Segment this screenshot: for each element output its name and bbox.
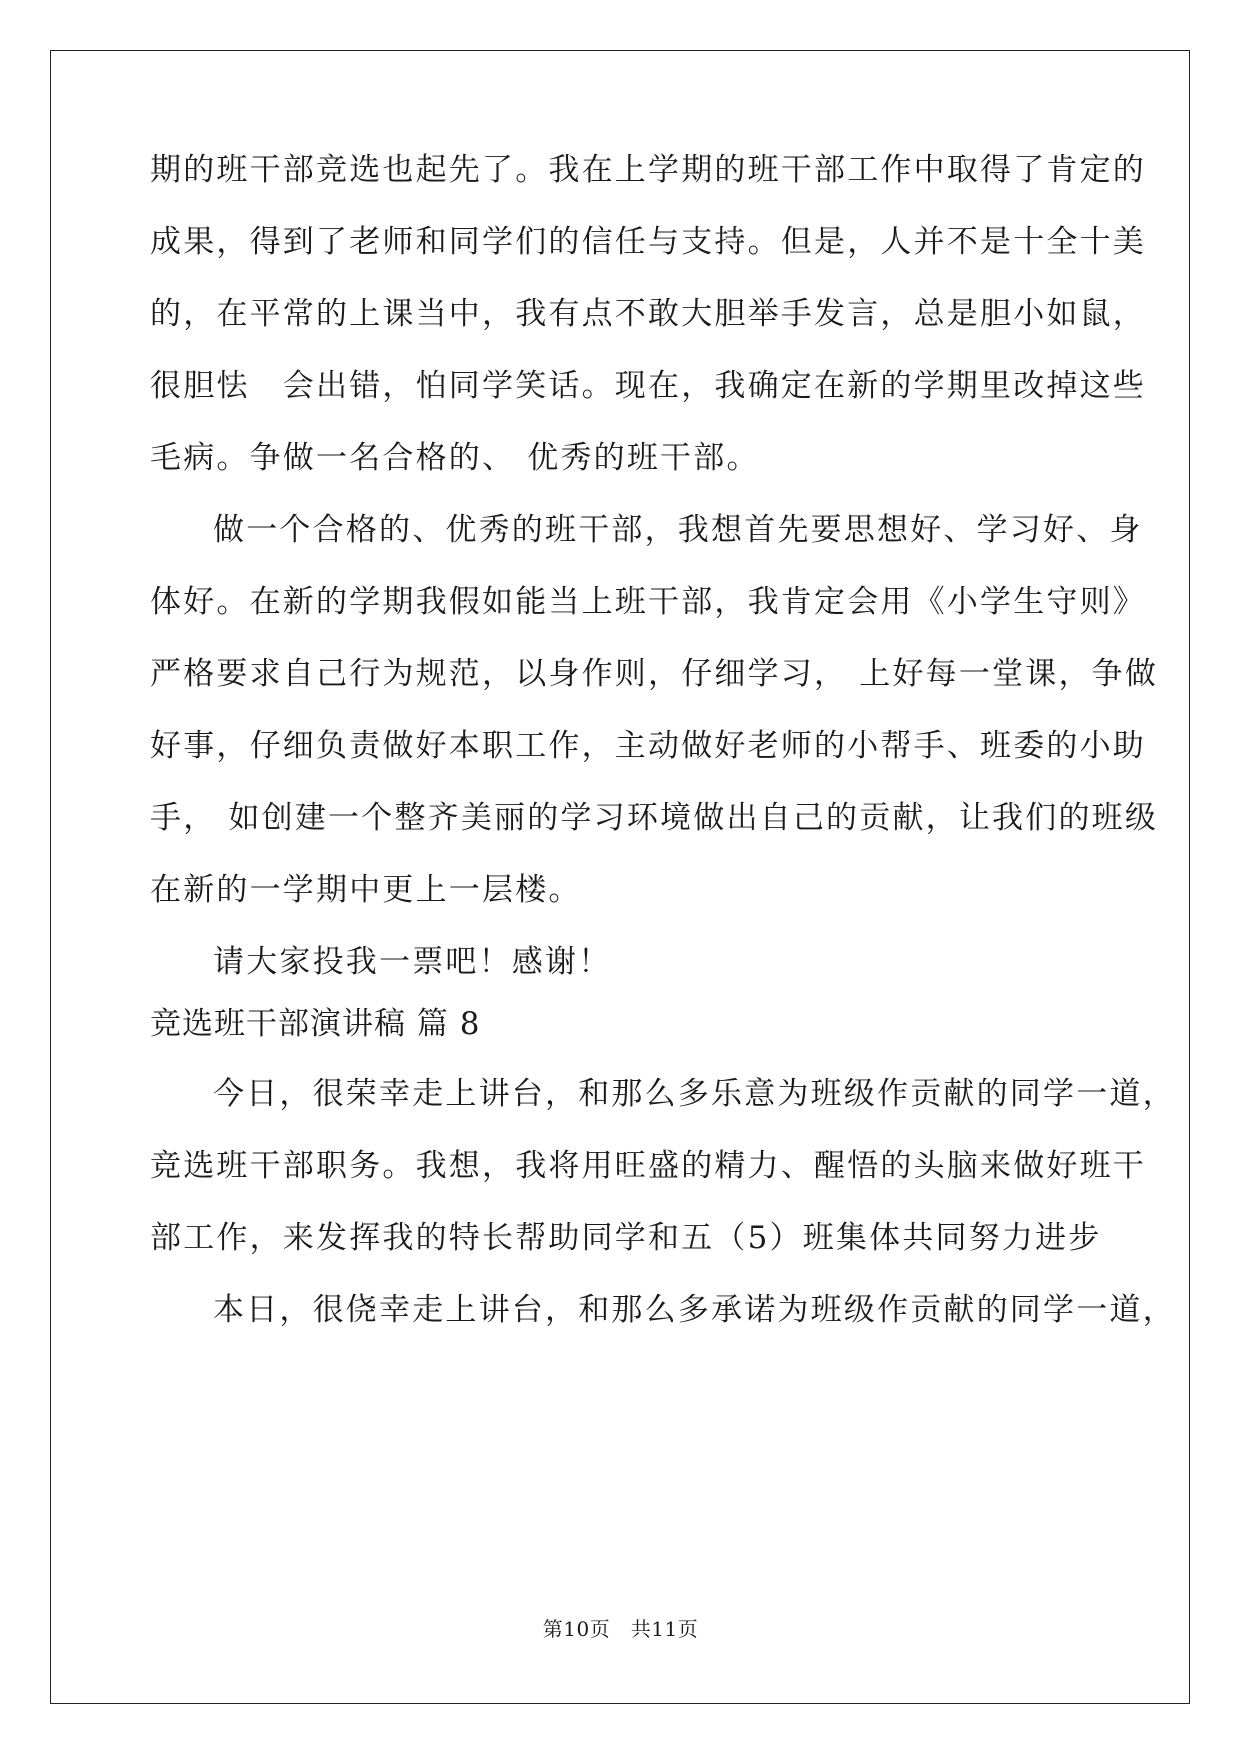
paragraph-line: 的，在平常的上课当中，我有点不敢大胆举手发言，总是胆小如鼠， xyxy=(150,296,1146,332)
paragraph-line: 做一个合格的、优秀的班干部，我想首先要思想好、学习好、身 xyxy=(213,512,1143,548)
paragraph-line: 手， 如创建一个整齐美丽的学习环境做出自己的贡献，让我们的班级 xyxy=(150,800,1159,836)
section-heading: 竞选班干部演讲稿 篇 8 xyxy=(150,1006,481,1042)
paragraph-line: 很胆怯 会出错，怕同学笑话。现在，我确定在新的学期里改掉这些 xyxy=(150,368,1146,404)
paragraph-line: 今日，很荣幸走上讲台，和那么多乐意为班级作贡献的同学一道， xyxy=(213,1076,1176,1112)
paragraph-line: 部工作，来发挥我的特长帮助同学和五（5）班集体共同努力进步 xyxy=(150,1220,1102,1256)
paragraph-line: 好事，仔细负责做好本职工作，主动做好老师的小帮手、班委的小助 xyxy=(150,728,1146,764)
paragraph-line: 严格要求自己行为规范，以身作则，仔细学习， 上好每一堂课，争做 xyxy=(150,656,1159,692)
paragraph-line: 竞选班干部职务。我想，我将用旺盛的精力、醒悟的头脑来做好班干 xyxy=(150,1148,1146,1184)
paragraph-line: 成果，得到了老师和同学们的信任与支持。但是，人并不是十全十美 xyxy=(150,224,1146,260)
paragraph-line: 请大家投我一票吧！感谢！ xyxy=(213,944,612,980)
paragraph-line: 体好。在新的学期我假如能当上班干部，我肯定会用《小学生守则》 xyxy=(150,584,1146,620)
page-number-footer: 第10页 共11页 xyxy=(542,1617,699,1641)
paragraph-line: 在新的一学期中更上一层楼。 xyxy=(150,872,582,908)
paragraph-line: 毛病。争做一名合格的、 优秀的班干部。 xyxy=(150,440,760,476)
paragraph-line: 本日，很侥幸走上讲台，和那么多承诺为班级作贡献的同学一道， xyxy=(213,1292,1176,1328)
paragraph-line: 期的班干部竞选也起先了。我在上学期的班干部工作中取得了肯定的 xyxy=(150,152,1146,188)
